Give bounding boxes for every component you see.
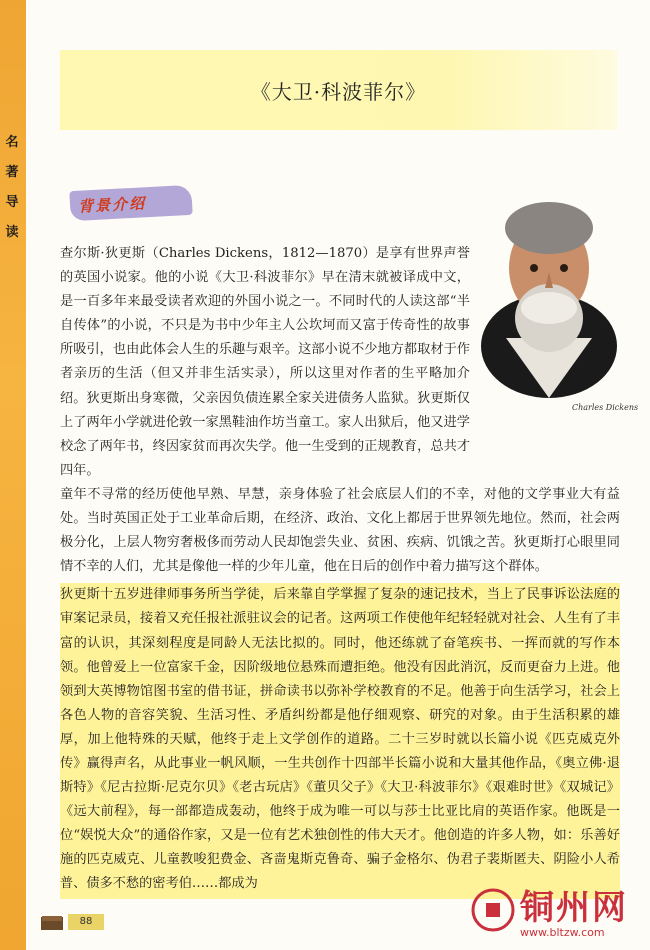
paragraph-1: 查尔斯·狄更斯（Charles Dickens，1812—1870）是享有世界声誉的英国小说家。他的小说《大卫·科波菲尔》早在清末就被译成中文，是一百多年来最受读者欢迎的外国小说之一。不同时代的人读这部“半自传体”的小说，不只是为书中少年主人公坎坷而又富于传奇性的故事所吸引，也由此体会人生的乐趣与艰辛。这部小说不少地方都取材于作者亲历的生活（但又并非生活实录），所以这里对作者的生平略加介绍。狄更斯出身寒微，父亲因负债连累全家关进债务人监狱。狄更斯仅上了两年小学就进伦敦一家黑鞋油作坊当童工。家人出狱后，他又进学校念了两年书，终因家贫而再次失学。他一生受到的正规教育，总共才四年。 xyxy=(60,246,470,478)
site-watermark xyxy=(470,880,645,945)
watermark-name: 铜州网 xyxy=(520,888,628,928)
page-number: 88 xyxy=(68,914,104,930)
page-footer xyxy=(40,912,160,942)
paragraph-3: 狄更斯十五岁进律师事务所当学徒，后来靠自学掌握了复杂的速记技术，当上了民事诉讼法庭的审案记录员，接着又充任报社派驻议会的记者。这两项工作使他年纪轻轻就对社会、人生有了丰富的认识，其深刻程度是同龄人无法比拟的。同时，他还练就了奋笔疾书、一挥而就的写作本领。他曾爱上一位富家千金，因阶级地位悬殊而遭拒绝。他没有因此消沉，反而更奋力上进。他领到大英博物馆图书室的借书证，拼命读书以弥补学校教育的不足。他善于向生活学习，社会上各色人物的音容笑貌、生活习性、矛盾纠纷都是他仔细观察、研究的对象。由于生活积累的雄厚，加上他特殊的天赋，他终于走上文学创作的道路。二十三岁时就以长篇小说《匹克威克外传》赢得声名，从此事业一帆风顺，一生共创作十四部半长篇小说和大量其他作品，《奥立佛·退斯特》《尼古拉斯·尼克尔贝》《老古玩店》《董贝父子》《大卫·科波菲尔》《艰难时世》《双城记》《远大前程》，每一部都造成轰动，他终于成为唯一可以与莎士比亚比肩的英语作家。他既是一位“娱悦大众”的通俗作家，又是一位有艺术独创性的伟大天才。他创造的许多人物，如：乐善好施的匹克威克、儿童教唆犯费金、吝啬鬼斯克鲁奇、骗子金格尔、伪君子裴斯匿夫、阴险小人希普、债多不愁的密考伯……都成为 xyxy=(60,583,620,898)
portrait-signature: Charles Dickens xyxy=(572,403,639,412)
paragraph-2: 童年不寻常的经历使他早熟、早慧，亲身体验了社会底层人们的不幸，对他的文学事业大有益处。当时英国正处于工业革命后期，在经济、政治、文化上都居于世界领先地位。然而，社会两极分化，上层人物穷奢极侈而劳动人民却饱尝失业、贫困、疾病、饥饿之苦。狄更斯打心眼里同情不幸的人们，尤其是像他一样的少年儿童，他在日后的创作中着力描写这个群体。 xyxy=(60,486,620,575)
watermark-url: www.bltzw.com xyxy=(520,926,605,939)
book-icon xyxy=(40,914,64,932)
section-heading-badge xyxy=(69,185,192,221)
section-heading: 背景介绍 xyxy=(77,194,147,216)
article-body xyxy=(60,242,620,899)
side-label: 名著导读 xyxy=(5,135,19,240)
page-title: 《大卫·科波菲尔》 xyxy=(250,80,427,104)
watermark-logo-icon xyxy=(470,880,516,940)
